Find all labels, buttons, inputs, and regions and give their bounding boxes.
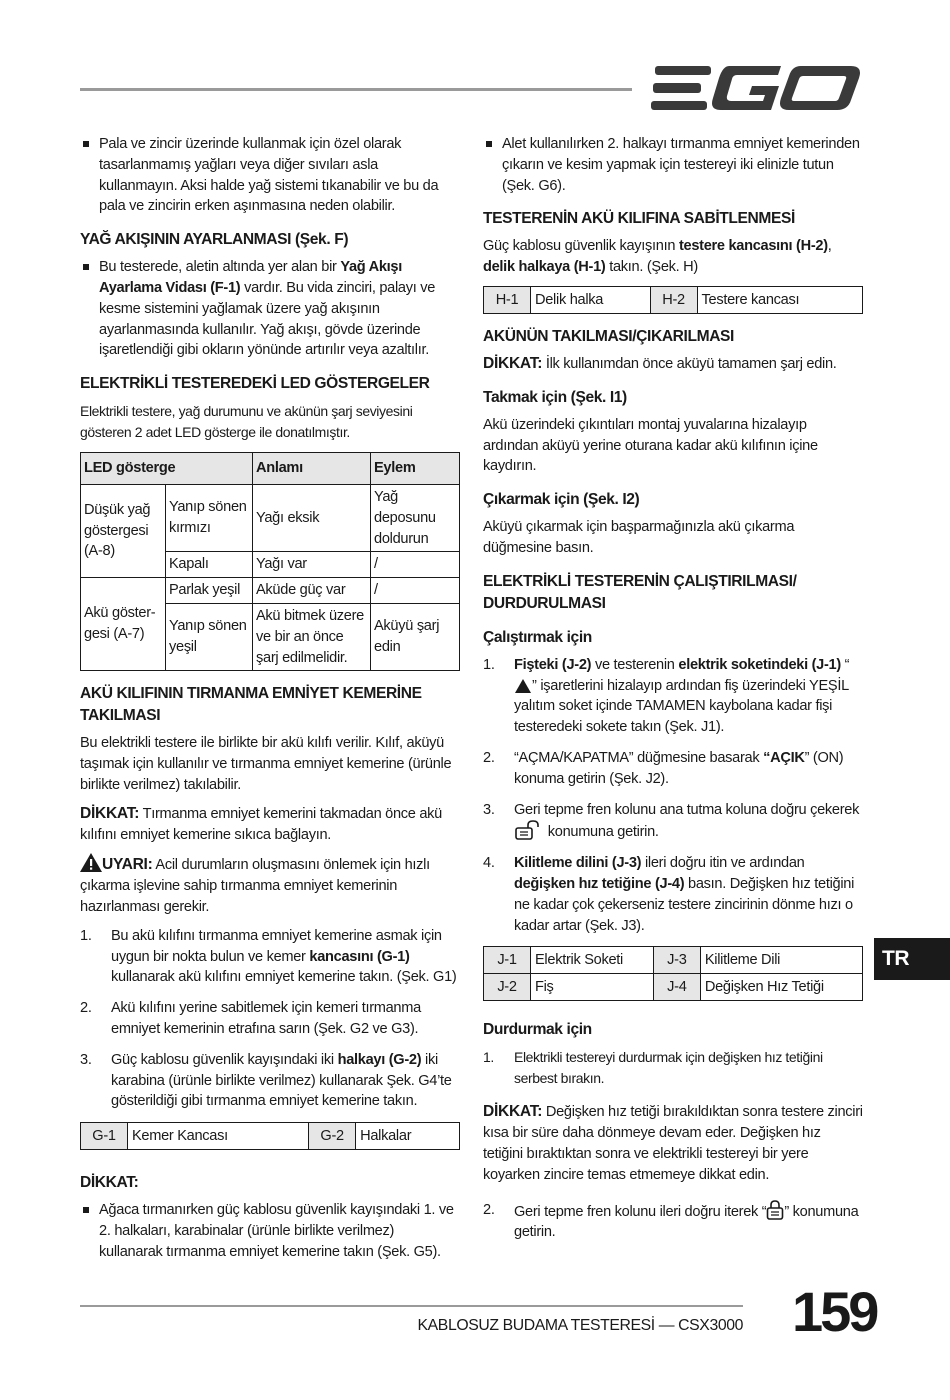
table-cell: Yanıp sönen yeşil (166, 603, 253, 670)
step-number: 2. (483, 749, 495, 766)
battery-note (483, 354, 863, 375)
text: iki karabina (ürünle birlikte verilmez) kullanarak Şek. G4’te gösterildiği gibi tırmanma emniyet kemerine takın. (111, 1051, 452, 1110)
list-item (483, 748, 863, 790)
table-cell: Testere kancası (697, 286, 862, 313)
table-cell: G-2 (309, 1123, 356, 1150)
stop-heading: Durdurmak için (483, 1021, 592, 1039)
bold-text: değişken hız tetiğine (J-4) (514, 875, 685, 892)
list-item (483, 134, 863, 196)
list-item (483, 853, 863, 936)
text: ” konumuna getirin. (514, 1203, 859, 1241)
bold-text: halkayı (G-2) (337, 1051, 422, 1068)
table-cell: Parlak yeşil (166, 578, 253, 604)
table-row (81, 1123, 460, 1150)
table-cell: H-1 (484, 286, 531, 313)
start-heading: Çalıştırmak için (483, 628, 592, 646)
table-cell: Kilitleme Dili (700, 947, 862, 974)
table-cell: J-4 (653, 974, 700, 1001)
table-row (81, 578, 460, 604)
table-cell: Yağ deposunu doldurun (371, 484, 460, 551)
list-item (80, 926, 460, 988)
list-item (80, 998, 460, 1040)
holster-warning (80, 853, 460, 917)
led-intro: Elektrikli testere, yağ durumunu ve akünün şarj seviyesini gösteren 2 adet LED gösterge ile donatılmıştır. (80, 403, 413, 440)
bullet-text: Ağaca tırmanırken güç kablosu güvenlik kayışındaki 1. ve 2. halkaları, karabinalar (ürünle birlikte verilmez) kullanarak tırmanma emniyet kemerine takın (Şek. G5). (99, 1202, 454, 1260)
table-cell: / (371, 578, 460, 604)
insert-text: Akü üzerindeki çıkıntıları montaj yuvalarına hizalayıp ardından aküyü yerine oturana kadar akü kılıfının içine kaydırın. (483, 416, 818, 475)
text: Güç kablosu güvenlik kayışındaki iki (111, 1051, 338, 1068)
bullet-square-icon (83, 264, 89, 270)
text: Güç kablosu güvenlik kayışının (483, 238, 679, 255)
header-rule (80, 88, 632, 91)
text: ” (ON) konuma getirin (Şek. J2). (514, 749, 844, 787)
text: Geri tepme fren kolunu ileri doğru iterek “ (514, 1203, 767, 1220)
list-item (483, 800, 863, 844)
table-header: Eylem (371, 453, 460, 485)
table-cell: Düşük yağ göstergesi (A-8) (81, 484, 166, 577)
note-label: DİKKAT: (483, 1103, 543, 1121)
triangle-marker-icon (514, 678, 532, 694)
step-number: 4. (483, 855, 495, 872)
note-text: Değişken hız tetiği bırakıldıktan sonra testere zinciri kısa bir süre daha dönmeye devam eder. Değişken hız tetiğini bıraktıktan sonra ve elektrikli testereyi bir yere koyarken zincire temas etmemeye dikkat edin. (483, 1104, 863, 1183)
left-column (80, 134, 460, 1274)
list-item (80, 1050, 460, 1112)
step-number: 3. (80, 1051, 92, 1068)
table-cell: Yanıp sönen kırmızı (166, 484, 253, 551)
table-header: Anlamı (253, 453, 371, 485)
warning-triangle-icon (80, 853, 102, 872)
note-label: DİKKAT: (80, 804, 140, 822)
step-number: 1. (483, 656, 495, 673)
bold-text: Fişteki (J-2) (514, 656, 592, 673)
text: Bu testerede, aletin altında yer alan bir (99, 259, 341, 276)
text: kullanarak akü kılıfını emniyet kemerine takın. (Şek. G1) (111, 969, 457, 986)
list-item (483, 655, 863, 738)
list-item (483, 1047, 863, 1088)
footer-rule (80, 1305, 743, 1307)
text: takın. (Şek. H) (605, 259, 698, 276)
battery-heading: AKÜNÜN TAKILMASI/ÇIKARILMASI (483, 327, 734, 345)
text: “AÇMA/KAPATMA” düğmesine basarak (514, 749, 764, 766)
bullet-text: Pala ve zincir üzerinde kullanmak için özel olarak tasarlanmamış yağları veya diğer sıvıları asla kullanmayın. Aksi halde yağ sistemi tıkanabilir ve bu da pala ve zincirin erken aşınmasına neden olabilir. (99, 136, 439, 215)
list-item (483, 1200, 863, 1244)
ego-logo (651, 62, 863, 114)
bullet-square-icon (83, 141, 89, 147)
caution-heading: DİKKAT: (80, 1174, 139, 1192)
note-text: Tırmanma emniyet kemerini takmadan önce akü kılıfını emniyet kemerine sıkıca bağlayın. (80, 805, 442, 843)
warning-label: UYARI: (102, 856, 153, 874)
table-cell: Akü bitmek üzere ve bir an önce şarj edilmelidir. (253, 603, 371, 670)
bold-text: Kilitleme dilini (J-3) (514, 855, 642, 872)
footer-title: KABLOSUZ BUDAMA TESTERESİ — CSX3000 (417, 1317, 743, 1334)
unlocked-padlock-icon (514, 820, 544, 840)
insert-heading: Takmak için (Şek. I1) (483, 388, 627, 406)
text: Elektrikli testereyi durdurmak için değişken hız tetiğini serbest bırakın. (514, 1049, 823, 1086)
table-cell: Aküyü şarj edin (371, 603, 460, 670)
table-row (81, 484, 460, 551)
table-cell: Kapalı (166, 552, 253, 578)
table-cell: Elektrik Soketi (531, 947, 654, 974)
page-number: 159 (792, 1280, 877, 1343)
bold-text: delik halkaya (H-1) (483, 259, 606, 276)
list-item (80, 1200, 460, 1262)
stop-note (483, 1102, 863, 1185)
step-number: 1. (483, 1049, 494, 1066)
step-number: 2. (80, 1000, 92, 1017)
table-cell: Yağı eksik (253, 484, 371, 551)
note-text: İlk kullanımdan önce aküyü tamamen şarj edin. (542, 355, 837, 372)
table-cell: J-3 (653, 947, 700, 974)
g-parts-table (80, 1122, 460, 1150)
operation-heading: ELEKTRİKLİ TESTERENİN ÇALIŞTIRILMASI/ DURDURULMASI (483, 572, 797, 612)
table-cell: Halkalar (356, 1123, 460, 1150)
holster-intro: Bu elektrikli testere ile birlikte bir akü kılıfı verilir. Kılıf, aküyü taşımak için kullanılır ve tırmanma emniyet kemerine (ürünle birlikte verilmez) takılabilir. (80, 735, 452, 793)
bold-text: elektrik soketindeki (J-1) (678, 656, 841, 673)
j-parts-table (483, 946, 863, 1001)
bold-text: “AÇIK (763, 749, 805, 766)
list-item (80, 257, 460, 361)
table-row (484, 947, 863, 974)
text: konumuna getirin. (544, 824, 659, 841)
table-row (484, 286, 863, 313)
table-cell: J-2 (484, 974, 531, 1001)
text: Geri tepme fren kolunu ana tutma koluna doğru çekerek (514, 801, 860, 818)
holster-fix-text (483, 236, 863, 278)
table-cell: Değişken Hız Tetiği (700, 974, 862, 1001)
text: vardır. Bu vida zinciri, palayı ve kesme sistemini yağlamak üzere yağ akışının ayarlanmasında kullanılır. Yağ akışı, gövde üzerinde işaretlendiği gibi okların yönünde artırılır veya azaltılır. (99, 279, 436, 359)
table-cell: / (371, 552, 460, 578)
text: ileri doğru itin ve ardından (641, 855, 805, 872)
text: ve testerenin (591, 656, 679, 673)
remove-text: Aküyü çıkarmak için başparmağınızla akü çıkarma düğmesine basın. (483, 519, 795, 556)
note-label: DİKKAT: (483, 354, 543, 372)
holster-note (80, 804, 460, 846)
table-header: LED gösterge (81, 453, 253, 485)
holster-fix-heading: TESTERENİN AKÜ KILIFINA SABİTLENMESİ (483, 210, 795, 228)
text: ” işaretlerini hizalayıp ardından fiş üzerindeki YEŞİL yalıtım soket içinde TAMAMEN kaybolana kadar fişi testeredeki sokete takın (Şek. J1). (514, 677, 849, 736)
table-cell: Kemer Kancası (128, 1123, 309, 1150)
table-cell: Delik halka (531, 286, 651, 313)
list-item (80, 134, 460, 217)
remove-heading: Çıkarmak için (Şek. I2) (483, 491, 640, 509)
text: basın. Değişken hız tetiğini ne kadar çok çekerseniz testere zincirinin dönme hızı o kadar artar (Şek. J3). (514, 875, 855, 934)
bullet-square-icon (486, 141, 492, 147)
table-cell: Yağı var (253, 552, 371, 578)
step-number: 3. (483, 801, 495, 818)
table-cell: Fiş (531, 974, 654, 1001)
step-number: 1. (80, 927, 92, 944)
table-row (484, 974, 863, 1001)
step-number: 2. (483, 1201, 495, 1218)
locked-padlock-icon (766, 1200, 784, 1220)
holster-heading: AKÜ KILIFININ TIRMANMA EMNİYET KEMERİNE TAKILMASI (80, 685, 422, 725)
bold-text: testere kancasını (H-2) (678, 238, 828, 255)
warning-text: Acil durumların oluşmasını önlemek için hızlı çıkarma işlevine sahip tırmanma emniyet kemerinin hazırlanması gerekir. (80, 857, 430, 915)
bold-text: kancasını (G-1) (309, 948, 410, 965)
table-cell: J-1 (484, 947, 531, 974)
bullet-text: Alet kullanılırken 2. halkayı tırmanma emniyet kemerinden çıkarın ve kesim yapmak için testereyi iki elinizle tutun (Şek. G6). (502, 136, 860, 194)
table-cell: H-2 (650, 286, 697, 313)
text: Akü kılıfını yerine sabitlemek için kemeri tırmanma emniyet kemerinin etrafına sarın (Şek. G2 ve G3). (111, 1000, 421, 1037)
language-tab: TR (874, 938, 950, 980)
led-heading: ELEKTRİKLİ TESTEREDEKİ LED GÖSTERGELER (80, 375, 430, 393)
table-cell: G-1 (81, 1123, 128, 1150)
table-cell: Akü göster-gesi (A-7) (81, 578, 166, 671)
bold-text: Yağ Akışı Ayarlama Vidası (F-1) (99, 259, 402, 296)
h-parts-table (483, 286, 863, 314)
text: , (827, 238, 832, 255)
led-table (80, 452, 460, 671)
text: Bu akü kılıfını tırmanma emniyet kemerine asmak için uygun bir nokta bulun ve kemer (111, 927, 442, 965)
right-column (483, 134, 863, 1253)
oil-flow-heading: YAĞ AKIŞININ AYARLANMASI (Şek. F) (80, 231, 349, 249)
bullet-square-icon (83, 1207, 89, 1213)
table-cell: Aküde güç var (253, 578, 371, 604)
text: “ (840, 656, 850, 673)
